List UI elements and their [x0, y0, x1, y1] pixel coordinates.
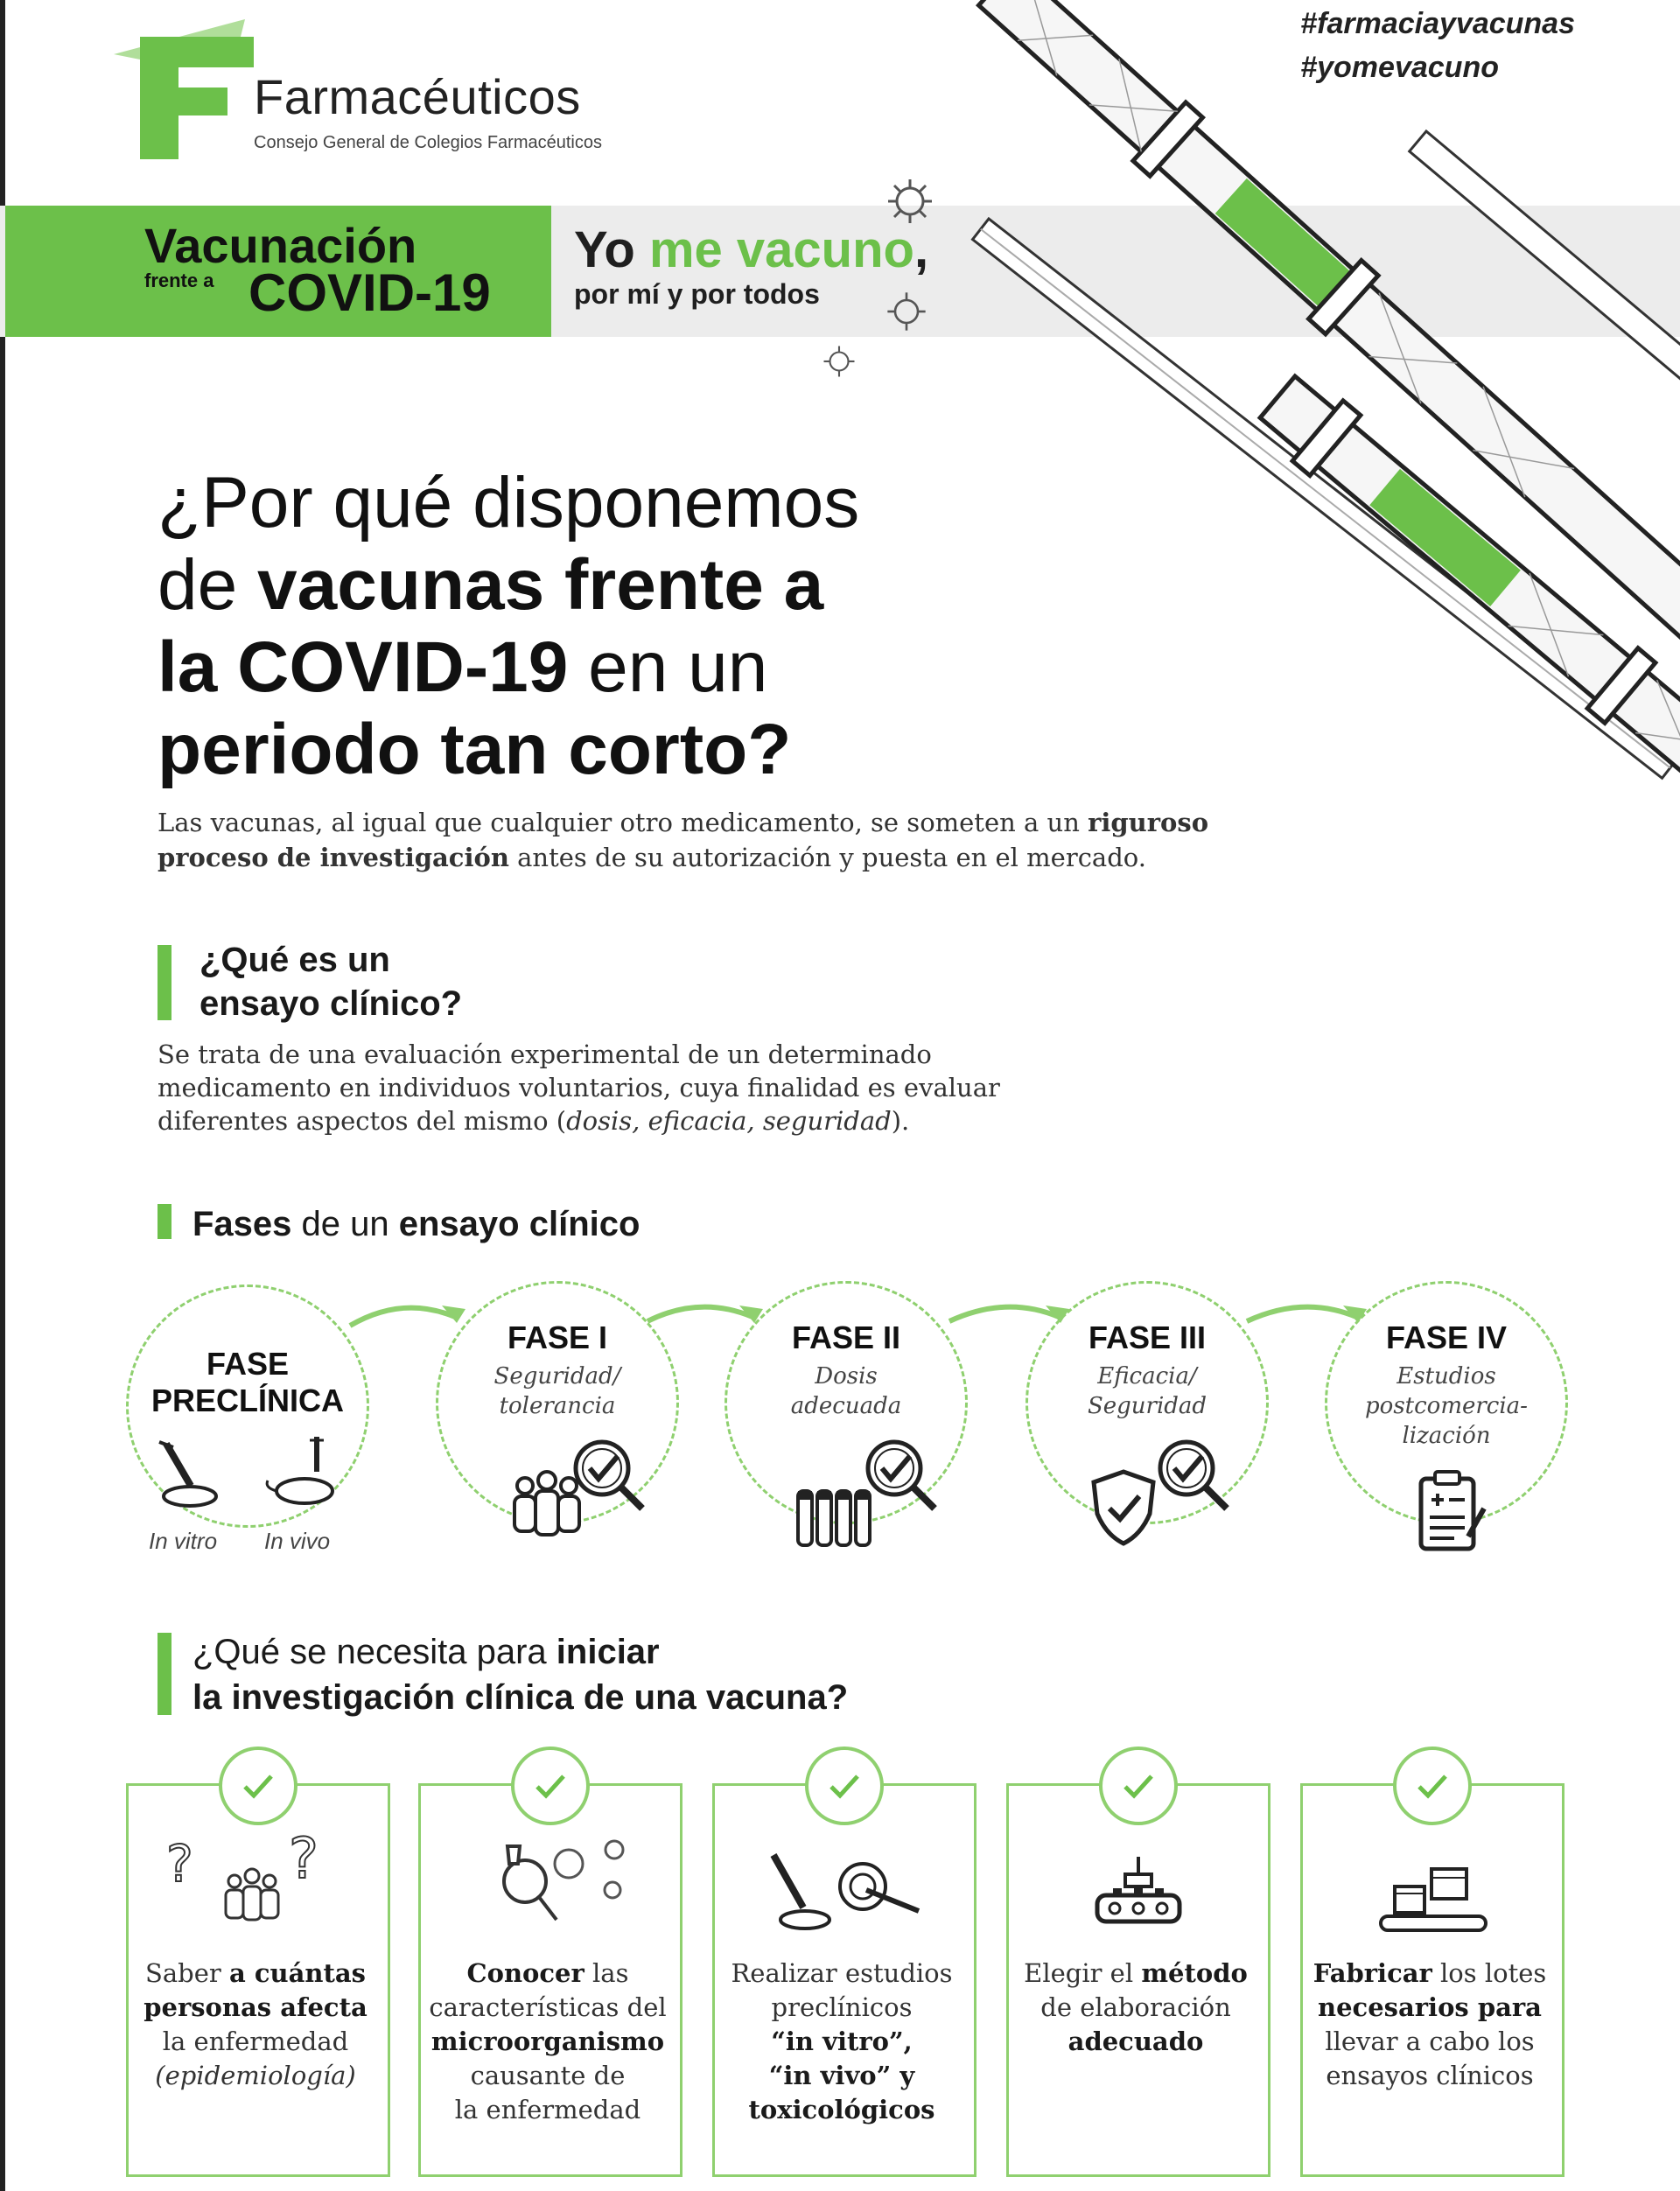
question-people-icon	[158, 1829, 350, 1934]
req-text-bold: necesarios para	[1318, 1992, 1542, 2022]
req-text-italic: (epidemiología)	[155, 2061, 356, 2090]
phase-desc-line: adecuada	[790, 1393, 902, 1419]
definition-text: Se trata de una evaluación experimental de un determinado medicamento en individuos voluntarios, cuya finalidad es evaluar diferentes aspectos del mismo (	[158, 1040, 1000, 1136]
req-line: causante de	[470, 2061, 626, 2090]
phase-4-description	[1325, 1362, 1568, 1451]
title-text: de	[158, 545, 257, 625]
phase-desc-line: Dosis	[815, 1363, 878, 1390]
intro-text: antes de su autorización y puesta en el mercado.	[508, 843, 1146, 872]
requirement-text	[425, 1956, 670, 2127]
banner-title-small: frente a	[144, 270, 214, 291]
req-text: Saber	[145, 1958, 229, 1988]
req-text-bold: Conocer	[466, 1958, 584, 1988]
virus-icon	[884, 175, 936, 228]
req-line: la enfermedad	[454, 2095, 641, 2124]
req-line: preclínicos	[771, 1992, 913, 2022]
req-text-bold: “in vivo” y	[768, 2061, 915, 2090]
phase-desc-line: lización	[1402, 1423, 1491, 1449]
intro-text: Las vacunas, al igual que cualquier otro medicamento, se someten a un	[158, 808, 1088, 837]
check-badge	[1393, 1746, 1472, 1825]
section-bar	[158, 1204, 172, 1239]
svg-text:?: ?	[289, 1829, 318, 1892]
req-line	[1013, 2025, 1258, 2059]
phase-desc-line: postcomercia-	[1365, 1393, 1528, 1419]
magnifier-check-icon	[1153, 1435, 1232, 1514]
main-question-title	[158, 462, 945, 791]
phase-desc-line: Seguridad	[1087, 1393, 1208, 1419]
check-icon	[1102, 1750, 1174, 1822]
title-text-bold: Fases	[192, 1205, 292, 1243]
req-text: las	[584, 1958, 629, 1988]
slogan-me-vacuno: me vacuno	[648, 221, 914, 278]
req-text: Elegir el	[1024, 1958, 1142, 1988]
virus-icon	[884, 289, 929, 334]
magnifier-check-icon	[861, 1435, 940, 1514]
req-line	[719, 2059, 964, 2093]
phase-3-description	[1026, 1362, 1269, 1421]
req-line	[425, 2025, 670, 2059]
phase-1-name: FASE I	[507, 1320, 608, 1355]
intro-text-bold: riguroso proceso de investigación	[158, 808, 1209, 872]
req-line	[1307, 1991, 1552, 2025]
brand-name: Farmacéuticos	[254, 69, 581, 124]
banner-title-covid: COVID-19	[248, 263, 491, 322]
section-bar	[158, 1633, 172, 1715]
lab-study-icon	[761, 1846, 936, 1934]
slogan-subtitle: por mí y por todos	[574, 278, 820, 310]
phase-label-in-vitro: In vitro	[149, 1528, 218, 1554]
section-bar	[158, 945, 172, 1020]
section-title-clinical-trial	[200, 938, 462, 1026]
title-text-bold: iniciar	[556, 1633, 660, 1671]
check-icon	[808, 1750, 880, 1822]
title-text-bold: vacunas frente a	[257, 545, 824, 625]
conveyor-boxes-icon	[1377, 1852, 1491, 1939]
section-title-line	[192, 1629, 848, 1675]
title-text-bold: la COVID-19	[158, 627, 569, 707]
section-title-phases	[192, 1202, 640, 1246]
requirement-text	[1307, 1956, 1552, 2093]
req-text-bold: “in vitro”,	[771, 2026, 913, 2056]
phase-desc-line: Estudios	[1396, 1363, 1496, 1390]
req-line: llevar a cabo los	[1325, 2026, 1535, 2056]
svg-text:?: ?	[166, 1834, 193, 1894]
title-text: en un	[568, 627, 768, 707]
req-line	[133, 1991, 378, 2025]
phase-desc-line: Seguridad/	[494, 1363, 621, 1390]
section-title-line	[192, 1675, 848, 1720]
phase-desc-line: Eficacia/	[1097, 1363, 1197, 1390]
check-badge	[219, 1746, 298, 1825]
shield-check-icon	[1088, 1468, 1158, 1547]
phase-preclinical-name	[126, 1346, 369, 1419]
phase-desc-line: tolerancia	[499, 1393, 616, 1419]
req-text-bold: Fabricar	[1312, 1958, 1432, 1988]
clinical-trial-definition	[158, 1038, 1085, 1138]
req-line	[1013, 1956, 1258, 1991]
req-text-bold: a cuántas	[228, 1958, 366, 1988]
check-icon	[514, 1750, 586, 1822]
lab-mouse-icon	[262, 1433, 350, 1512]
title-line	[158, 626, 945, 709]
microscope-virus-icon	[490, 1829, 639, 1942]
phase-name-line: PRECLÍNICA	[150, 1382, 344, 1418]
production-line-icon	[1090, 1855, 1186, 1934]
banner-title: Vacunación	[144, 218, 417, 273]
section-title-line: ensayo clínico?	[200, 984, 463, 1023]
syringe-illustration-icon	[962, 0, 1680, 945]
title-text: ¿Qué se necesita para	[192, 1633, 556, 1671]
phase-2-description	[724, 1362, 968, 1421]
title-line	[158, 709, 945, 791]
req-line	[425, 1956, 670, 1991]
req-line	[719, 2025, 964, 2059]
title-text-bold: periodo tan corto?	[158, 710, 792, 789]
section-title-line: ¿Qué es un	[200, 941, 390, 979]
title-text: de un	[291, 1205, 399, 1243]
req-line: la enfermedad	[162, 2026, 349, 2056]
req-text-bold: adecuado	[1068, 2026, 1204, 2056]
virus-icon	[821, 343, 858, 380]
phase-4-name: FASE IV	[1385, 1320, 1508, 1355]
req-line: Realizar estudios	[731, 1958, 953, 1988]
phase-label-in-vivo: In vivo	[264, 1528, 331, 1554]
req-line	[1307, 1956, 1552, 1991]
hashtag: #yomevacuno	[1300, 51, 1499, 84]
definition-text-italic: dosis, eficacia, seguridad	[566, 1106, 892, 1136]
phase-3-name: FASE III	[1088, 1320, 1207, 1355]
req-line: de elaboración	[1040, 1992, 1231, 2022]
slogan-comma: ,	[914, 221, 929, 278]
title-text-bold: ensayo clínico	[398, 1205, 640, 1243]
req-text-bold: método	[1141, 1958, 1248, 1988]
hashtag: #farmaciayvacunas	[1300, 7, 1575, 40]
req-line	[133, 1956, 378, 1991]
req-text-bold: toxicológicos	[748, 2095, 935, 2124]
req-text-bold: personas afecta	[144, 1992, 368, 2022]
definition-text: ).	[891, 1106, 910, 1136]
requirement-text	[133, 1956, 378, 2093]
req-text-bold: microorganismo	[430, 2026, 665, 2056]
check-badge	[1099, 1746, 1178, 1825]
check-icon	[1396, 1750, 1468, 1822]
brand-subtitle: Consejo General de Colegios Farmacéuticos	[254, 133, 602, 152]
pharmacy-cross-logo-icon	[105, 19, 254, 159]
check-icon	[222, 1750, 294, 1822]
check-badge	[805, 1746, 884, 1825]
petri-dish-icon	[150, 1435, 229, 1514]
slogan	[574, 220, 928, 279]
check-badge	[511, 1746, 590, 1825]
section-title-requirements	[192, 1629, 848, 1720]
requirement-text	[1013, 1956, 1258, 2059]
req-line	[719, 2093, 964, 2127]
phase-2-name: FASE II	[791, 1320, 901, 1355]
req-line: ensayos clínicos	[1326, 2061, 1534, 2090]
title-line: ¿Por qué disponemos	[158, 463, 860, 542]
requirement-text	[719, 1956, 964, 2127]
intro-paragraph	[158, 805, 1251, 875]
phase-name-line: FASE	[206, 1346, 290, 1382]
clipboard-icon	[1414, 1466, 1488, 1554]
title-text-bold: la investigación clínica de una vacuna?	[192, 1678, 849, 1717]
magnifier-check-icon	[569, 1435, 648, 1514]
req-line: características del	[429, 1992, 667, 2022]
req-line	[133, 2059, 378, 2093]
slogan-yo: Yo	[574, 221, 649, 278]
req-text: los lotes	[1432, 1958, 1547, 1988]
phase-1-description	[436, 1362, 679, 1421]
title-line	[158, 544, 945, 626]
